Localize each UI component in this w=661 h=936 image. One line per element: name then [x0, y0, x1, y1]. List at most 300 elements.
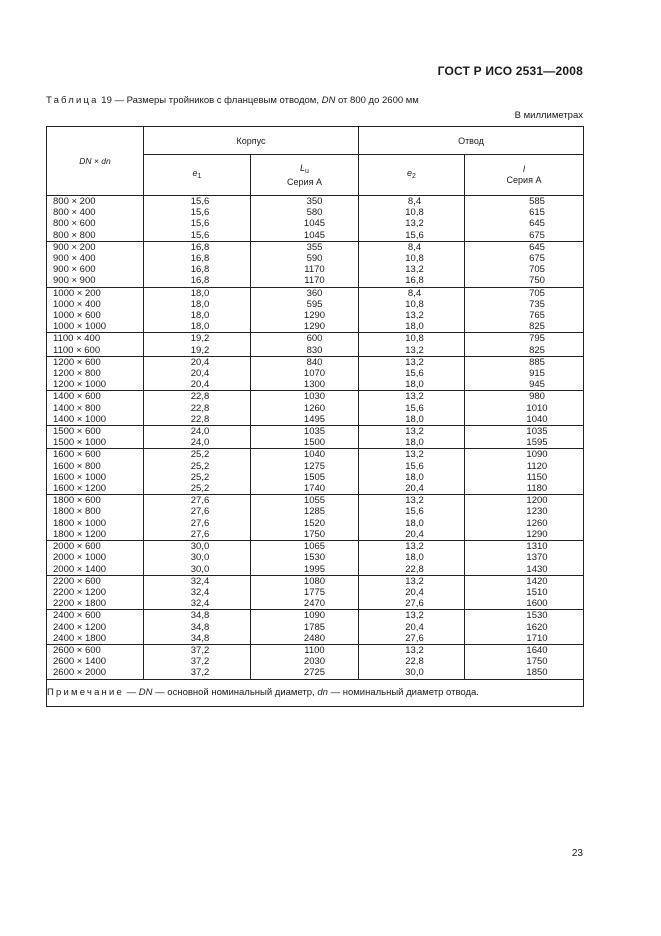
- header-body-group: Корпус: [144, 127, 359, 155]
- l-value: 1710: [526, 632, 548, 644]
- dn-value: 2000 × 1000: [53, 552, 107, 564]
- table-row-group: [47, 356, 584, 391]
- dn-value: 2200 × 1800: [53, 598, 107, 610]
- dn-value: 1400 × 800: [53, 402, 101, 414]
- e2-value: 20,4: [405, 586, 424, 598]
- lu-value: 1170: [304, 275, 325, 287]
- l-value: 915: [529, 368, 545, 380]
- e2-value: 8,4: [407, 287, 422, 299]
- dn-value: 2000 × 1400: [53, 563, 107, 575]
- caption-number: 19: [101, 95, 112, 106]
- l-value: 585: [529, 196, 545, 207]
- l-value: 1595: [526, 437, 548, 449]
- dn-cell: [47, 541, 144, 576]
- e2-cell: [359, 610, 465, 645]
- caption-dn-symbol: DN: [321, 95, 336, 106]
- standard-designation: ГОСТ Р ИСО 2531—2008: [437, 64, 583, 78]
- e1-value: 20,4: [190, 368, 210, 380]
- e1-cell: [144, 575, 251, 610]
- table-row-group: [47, 287, 584, 333]
- e1-value: 18,0: [190, 298, 210, 310]
- table-caption: [46, 95, 419, 106]
- e2-value: 13,2: [405, 344, 424, 356]
- dn-cell: [47, 391, 144, 426]
- table-row-group: [47, 495, 584, 541]
- e2-value: 13,2: [405, 541, 424, 553]
- lu-value: 1260: [303, 402, 326, 414]
- lu-value: 2470: [303, 598, 326, 610]
- header-l-series: Серия А: [506, 175, 542, 185]
- l-cell: [465, 575, 584, 610]
- l-cell: [465, 391, 584, 426]
- l-value: 675: [529, 253, 545, 265]
- lu-value: 1080: [303, 575, 326, 587]
- dn-value: 900 × 200: [53, 241, 96, 253]
- l-cell: [465, 610, 584, 645]
- e2-value: 27,6: [405, 598, 424, 610]
- e1-value: 27,6: [190, 517, 210, 529]
- dn-value: 800 × 800: [53, 229, 96, 241]
- lu-value: 1040: [303, 449, 326, 461]
- lu-value: 350: [306, 196, 323, 207]
- l-value: 980: [529, 391, 545, 403]
- e1-value: 22,8: [190, 413, 210, 425]
- table-row-group: [47, 610, 584, 645]
- e2-value: 10,8: [405, 207, 424, 219]
- header-lu-symbol: $L_u$: [300, 162, 309, 175]
- table-body: [47, 196, 584, 680]
- e2-value: 16,8: [405, 275, 424, 287]
- e2-value: 15,6: [405, 229, 424, 241]
- e1-cell: [144, 241, 251, 287]
- e1-cell: [144, 449, 251, 495]
- lu-cell: [251, 610, 359, 645]
- e2-value: 13,2: [405, 264, 424, 276]
- e1-cell: [144, 391, 251, 426]
- lu-value: 1775: [303, 586, 326, 598]
- e2-value: 10,8: [405, 298, 424, 310]
- l-value: 1180: [526, 483, 548, 495]
- e2-value: 20,4: [405, 621, 424, 633]
- lu-value: 1100: [304, 644, 325, 656]
- dn-value: 900 × 900: [53, 275, 96, 287]
- lu-value: 1045: [303, 218, 326, 230]
- e2-value: 22,8: [405, 563, 424, 575]
- dn-value: 1500 × 1000: [53, 437, 107, 449]
- e2-value: 30,0: [405, 667, 424, 679]
- l-value: 1200: [526, 495, 548, 507]
- dn-value: 900 × 400: [53, 253, 96, 265]
- lu-value: 1740: [303, 483, 326, 495]
- e2-value: 18,0: [405, 517, 424, 529]
- l-value: 825: [529, 321, 545, 333]
- lu-value: 1285: [303, 506, 326, 518]
- lu-value: 830: [306, 344, 323, 356]
- l-value: 675: [529, 229, 545, 241]
- l-value: 1040: [526, 413, 548, 425]
- lu-value: 1035: [303, 426, 326, 438]
- dn-cell: [47, 449, 144, 495]
- lu-cell: [251, 426, 359, 449]
- dn-value: 1000 × 1000: [53, 321, 107, 333]
- e1-value: 15,6: [190, 207, 210, 219]
- lu-value: 1505: [303, 471, 326, 483]
- e1-value: 32,4: [190, 586, 210, 598]
- lu-value: 1275: [303, 460, 326, 472]
- e1-value: 18,0: [190, 321, 210, 333]
- lu-value: 1045: [303, 229, 326, 241]
- note-dn-branch-text: — номинальный диаметр отвода.: [330, 687, 479, 699]
- e1-value: 16,8: [190, 241, 210, 253]
- lu-cell: [251, 541, 359, 576]
- l-value: 1850: [526, 667, 548, 679]
- dn-value: 1200 × 600: [53, 356, 101, 368]
- e2-value: 20,4: [405, 483, 424, 495]
- e1-value: 27,6: [190, 528, 210, 540]
- l-value: 1620: [526, 621, 548, 633]
- l-value: 645: [529, 241, 545, 253]
- e2-cell: [359, 287, 465, 333]
- e2-cell: [359, 449, 465, 495]
- e1-value: 18,0: [190, 310, 210, 322]
- lu-value: 590: [306, 253, 323, 265]
- dn-cell: [47, 575, 144, 610]
- dn-value: 2600 × 2000: [53, 667, 107, 679]
- e2-value: 18,0: [405, 321, 424, 333]
- e2-value: 20,4: [405, 528, 424, 540]
- header-dn-dn: [47, 127, 144, 196]
- l-cell: [465, 241, 584, 287]
- lu-value: 1170: [304, 264, 325, 276]
- e1-cell: [144, 610, 251, 645]
- lu-value: 1030: [303, 391, 326, 403]
- e2-value: 13,2: [405, 449, 424, 461]
- e2-value: 27,6: [405, 632, 424, 644]
- note-dn-text: — основной номинальный диаметр,: [155, 687, 315, 699]
- dn-value: 1500 × 600: [53, 426, 101, 438]
- lu-value: 1070: [303, 368, 326, 380]
- dn-cell: [47, 287, 144, 333]
- e2-value: 13,2: [405, 575, 424, 587]
- table-row-group: [47, 196, 584, 242]
- l-value: 1230: [526, 506, 548, 518]
- e2-value: 13,2: [405, 391, 424, 403]
- l-value: 1120: [526, 460, 548, 472]
- e2-cell: [359, 356, 465, 391]
- l-cell: [465, 287, 584, 333]
- note-dash: —: [126, 687, 137, 699]
- caption-dash: —: [114, 95, 125, 106]
- dn-value: 2200 × 1200: [53, 586, 107, 598]
- lu-cell: [251, 333, 359, 356]
- dn-value: 2200 × 600: [53, 575, 101, 587]
- lu-value: 1065: [303, 541, 326, 553]
- dn-value: 1600 × 600: [53, 449, 101, 461]
- l-value: 1530: [526, 610, 548, 622]
- note-label: Примечание: [47, 687, 124, 699]
- lu-value: 1520: [303, 517, 326, 529]
- table-row-group: [47, 644, 584, 679]
- e1-value: 15,6: [190, 218, 210, 230]
- lu-cell: [251, 196, 359, 242]
- lu-value: 1300: [303, 379, 326, 391]
- note-dn-branch-symbol: dn: [317, 687, 328, 699]
- dimensions-table: [46, 126, 584, 707]
- page-number: 23: [571, 848, 583, 859]
- e2-cell: [359, 391, 465, 426]
- e1-cell: [144, 287, 251, 333]
- l-value: 1290: [526, 528, 548, 540]
- e1-value: 25,2: [190, 471, 210, 483]
- e1-cell: [144, 356, 251, 391]
- e2-cell: [359, 575, 465, 610]
- e2-value: 13,2: [405, 356, 424, 368]
- l-value: 825: [529, 344, 545, 356]
- dn-value: 1800 × 1200: [53, 528, 107, 540]
- e1-value: 16,8: [190, 264, 210, 276]
- dn-cell: [47, 495, 144, 541]
- lu-value: 2030: [303, 656, 326, 668]
- lu-cell: [251, 644, 359, 679]
- e1-cell: [144, 196, 251, 242]
- dn-value: 800 × 400: [53, 207, 96, 219]
- e2-value: 18,0: [405, 413, 424, 425]
- e2-value: 18,0: [405, 437, 424, 449]
- l-cell: [465, 356, 584, 391]
- lu-value: 1055: [303, 495, 326, 507]
- dn-value: 1200 × 800: [53, 368, 101, 380]
- dn-value: 1400 × 1000: [53, 413, 107, 425]
- e1-value: 22,8: [190, 402, 210, 414]
- caption-label: Таблица: [46, 95, 99, 106]
- e1-value: 32,4: [190, 575, 210, 587]
- e1-value: 22,8: [190, 391, 210, 403]
- dn-value: 800 × 600: [53, 218, 96, 230]
- dn-value: 1800 × 800: [53, 506, 101, 518]
- e2-value: 13,2: [405, 310, 424, 322]
- e1-value: 19,2: [190, 333, 210, 345]
- e1-cell: [144, 495, 251, 541]
- dn-cell: [47, 241, 144, 287]
- e1-value: 27,6: [190, 495, 210, 507]
- e1-value: 16,8: [190, 275, 210, 287]
- e1-value: 25,2: [190, 483, 210, 495]
- e1-value: 15,6: [190, 196, 210, 207]
- dn-value: 1000 × 200: [53, 287, 101, 299]
- caption-text: Размеры тройников с фланцевым отводом,: [126, 95, 319, 106]
- dn-value: 900 × 600: [53, 264, 96, 276]
- e2-cell: [359, 241, 465, 287]
- e1-value: 15,6: [190, 229, 210, 241]
- lu-cell: [251, 391, 359, 426]
- e1-value: 24,0: [190, 437, 210, 449]
- e1-value: 37,2: [190, 644, 210, 656]
- l-value: 735: [529, 298, 545, 310]
- l-value: 1090: [526, 449, 548, 461]
- e1-value: 18,0: [190, 287, 210, 299]
- e2-value: 22,8: [405, 656, 424, 668]
- table-row-group: [47, 241, 584, 287]
- lu-value: 600: [306, 333, 323, 345]
- dn-value: 1100 × 400: [53, 333, 101, 345]
- l-value: 795: [529, 333, 545, 345]
- header-lu: [251, 155, 359, 196]
- lu-value: 1495: [303, 413, 326, 425]
- e1-cell: [144, 541, 251, 576]
- e1-value: 30,0: [190, 552, 210, 564]
- lu-cell: [251, 241, 359, 287]
- e2-value: 13,2: [405, 610, 424, 622]
- lu-value: 2480: [303, 632, 326, 644]
- table-row-group: [47, 333, 584, 356]
- e2-cell: [359, 333, 465, 356]
- dn-cell: [47, 333, 144, 356]
- dn-value: 2000 × 600: [53, 541, 101, 553]
- table-row-group: [47, 449, 584, 495]
- e1-value: 20,4: [190, 379, 210, 391]
- e2-value: 13,2: [405, 426, 424, 438]
- header-e2-symbol: $e_2$: [407, 168, 416, 180]
- e2-value: 10,8: [405, 253, 424, 265]
- lu-value: 1995: [303, 563, 326, 575]
- l-value: 1370: [526, 552, 548, 564]
- caption-range: от 800 до 2600 мм: [337, 95, 419, 106]
- lu-cell: [251, 495, 359, 541]
- e1-value: 20,4: [190, 356, 210, 368]
- dn-value: 1200 × 1000: [53, 379, 107, 391]
- lu-value: 1530: [303, 552, 326, 564]
- dn-cell: [47, 644, 144, 679]
- dn-value: 1600 × 1000: [53, 471, 107, 483]
- e1-value: 16,8: [190, 253, 210, 265]
- l-value: 1035: [526, 426, 548, 438]
- l-value: 705: [529, 287, 545, 299]
- lu-cell: [251, 287, 359, 333]
- e2-value: 15,6: [405, 460, 424, 472]
- lu-value: 840: [306, 356, 323, 368]
- lu-value: 1750: [303, 528, 326, 540]
- e1-value: 19,2: [190, 344, 210, 356]
- dn-value: 2600 × 1400: [53, 656, 107, 668]
- l-cell: [465, 333, 584, 356]
- table-row-group: [47, 391, 584, 426]
- header-e1-symbol: $e_1$: [192, 168, 202, 180]
- e2-value: 15,6: [405, 506, 424, 518]
- l-cell: [465, 541, 584, 576]
- e2-value: 8,4: [407, 241, 422, 253]
- dn-cell: [47, 196, 144, 242]
- l-value: 945: [529, 379, 545, 391]
- lu-value: 355: [306, 241, 323, 253]
- e2-value: 18,0: [405, 471, 424, 483]
- e2-value: 18,0: [405, 379, 424, 391]
- header-e1: [144, 155, 251, 196]
- l-value: 1260: [526, 517, 548, 529]
- l-value: 1510: [526, 586, 548, 598]
- dn-value: 1000 × 400: [53, 298, 101, 310]
- l-cell: [465, 449, 584, 495]
- e1-cell: [144, 333, 251, 356]
- dn-cell: [47, 610, 144, 645]
- e1-value: 34,8: [190, 621, 210, 633]
- lu-value: 1290: [303, 321, 326, 333]
- l-cell: [465, 644, 584, 679]
- dn-value: 1800 × 1000: [53, 517, 107, 529]
- e1-cell: [144, 644, 251, 679]
- l-value: 750: [529, 275, 545, 287]
- e1-value: 24,0: [190, 426, 210, 438]
- e1-value: 34,8: [190, 610, 210, 622]
- l-value: 1010: [526, 402, 548, 414]
- e1-value: 34,8: [190, 632, 210, 644]
- e1-value: 37,2: [190, 667, 210, 679]
- dn-value: 800 × 200: [53, 196, 96, 207]
- e2-value: 13,2: [405, 644, 424, 656]
- e1-value: 32,4: [190, 598, 210, 610]
- units-note: В миллиметрах: [514, 110, 583, 121]
- header-e2: [359, 155, 465, 196]
- dn-value: 2400 × 1200: [53, 621, 107, 633]
- e2-cell: [359, 196, 465, 242]
- header-branch-group: Отвод: [359, 127, 584, 155]
- dn-value: 2400 × 600: [53, 610, 101, 622]
- dn-value: 1600 × 800: [53, 460, 101, 472]
- e2-value: 15,6: [405, 368, 424, 380]
- e2-cell: [359, 426, 465, 449]
- e1-value: 30,0: [190, 563, 210, 575]
- lu-value: 1500: [303, 437, 326, 449]
- table-note: [47, 679, 584, 706]
- header-l: [465, 155, 584, 196]
- e2-value: 10,8: [405, 333, 424, 345]
- table-row-group: [47, 426, 584, 449]
- l-value: 1600: [526, 598, 548, 610]
- dn-value: 1100 × 600: [53, 344, 101, 356]
- e2-value: 18,0: [405, 552, 424, 564]
- lu-cell: [251, 449, 359, 495]
- dn-value: 1800 × 600: [53, 495, 101, 507]
- lu-cell: [251, 356, 359, 391]
- l-value: 615: [529, 207, 545, 219]
- dn-value: 2400 × 1800: [53, 632, 107, 644]
- e1-value: 25,2: [190, 460, 210, 472]
- l-cell: [465, 196, 584, 242]
- table-row-group: [47, 575, 584, 610]
- table-row-group: [47, 541, 584, 576]
- l-value: 1640: [526, 644, 548, 656]
- note-dn-symbol: DN: [138, 687, 153, 699]
- e1-value: 30,0: [190, 541, 210, 553]
- dn-value: 1600 × 1200: [53, 483, 107, 495]
- header-dn-dn-label: DN × dn: [79, 156, 111, 166]
- header-l-symbol: l: [523, 164, 525, 174]
- lu-value: 595: [306, 298, 323, 310]
- dn-value: 1400 × 600: [53, 391, 101, 403]
- l-value: 1420: [526, 575, 548, 587]
- dn-cell: [47, 356, 144, 391]
- l-value: 1310: [526, 541, 548, 553]
- l-value: 885: [529, 356, 545, 368]
- header-lu-series: Серия А: [287, 176, 322, 187]
- e2-value: 13,2: [405, 218, 424, 230]
- dn-cell: [47, 426, 144, 449]
- lu-value: 360: [306, 287, 323, 299]
- l-value: 645: [529, 218, 545, 230]
- l-value: 705: [529, 264, 545, 276]
- lu-value: 1090: [303, 610, 326, 622]
- lu-cell: [251, 575, 359, 610]
- l-value: 1750: [526, 656, 548, 668]
